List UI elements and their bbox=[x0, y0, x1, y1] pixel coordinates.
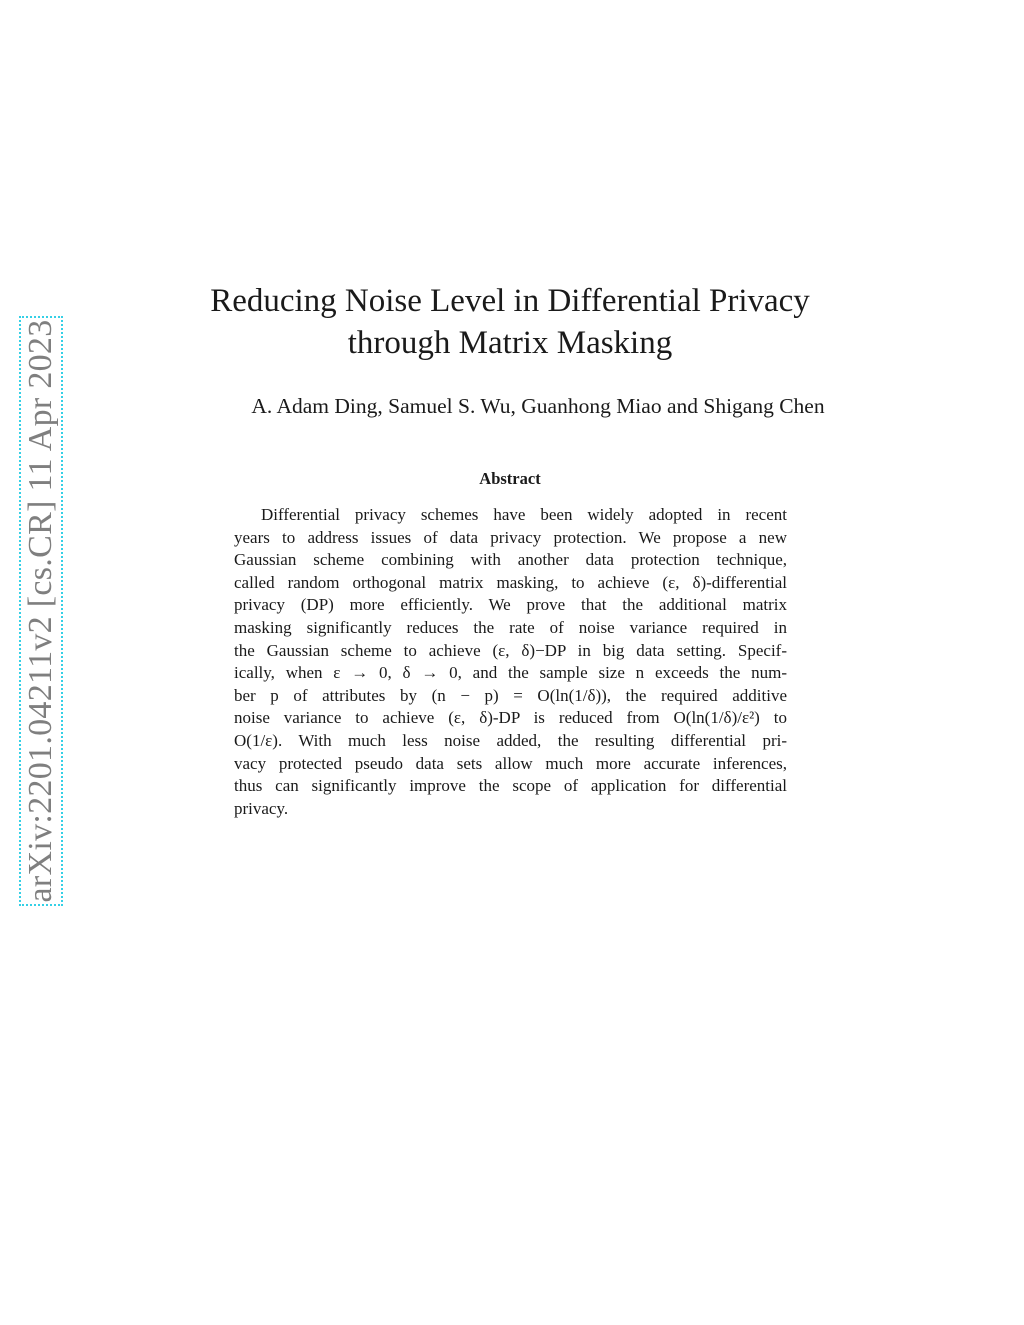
abstract-line: masking significantly reduces the rate of noise variance required in bbox=[234, 617, 787, 637]
arxiv-stamp bbox=[19, 316, 63, 906]
title-line-2: through Matrix Masking bbox=[347, 325, 673, 361]
author-list: A. Adam Ding, Samuel S. Wu, Guanhong Miao and Shigang Chen bbox=[251, 394, 825, 418]
abstract-body bbox=[234, 504, 787, 820]
abstract-line: ically, when ε → 0, δ → 0, and the sample size n exceeds the num- bbox=[234, 663, 787, 683]
abstract-line: vacy protected pseudo data sets allow much more accurate inferences, bbox=[234, 753, 787, 773]
arxiv-identifier: arXiv:2201.04211v2 [cs.CR] 11 Apr 2023 bbox=[22, 319, 59, 903]
abstract-line: Differential privacy schemes have been widely adopted in recent bbox=[261, 505, 787, 524]
abstract-line: the Gaussian scheme to achieve (ε, δ)−DP in big data setting. Specif- bbox=[234, 640, 787, 660]
paper-title bbox=[180, 280, 840, 364]
abstract-line: years to address issues of data privacy protection. We propose a new bbox=[234, 527, 787, 547]
abstract-line: ber p of attributes by (n − p) = O(ln(1/δ)), the required additive bbox=[234, 685, 787, 705]
abstract-heading: Abstract bbox=[479, 469, 541, 488]
abstract-line: Gaussian scheme combining with another data protection technique, bbox=[234, 550, 787, 570]
abstract-line: privacy. bbox=[234, 798, 289, 818]
abstract-line: thus can significantly improve the scope of application for differential bbox=[234, 776, 787, 796]
abstract-line: privacy (DP) more efficiently. We prove that the additional matrix bbox=[234, 595, 787, 615]
title-line-1: Reducing Noise Level in Differential Privacy bbox=[210, 283, 810, 319]
abstract-line: noise variance to achieve (ε, δ)-DP is reduced from O(ln(1/δ)/ε²) to bbox=[234, 708, 787, 728]
abstract-line: called random orthogonal matrix masking, to achieve (ε, δ)-differential bbox=[234, 572, 787, 592]
abstract-line: O(1/ε). With much less noise added, the resulting differential pri- bbox=[234, 730, 787, 750]
